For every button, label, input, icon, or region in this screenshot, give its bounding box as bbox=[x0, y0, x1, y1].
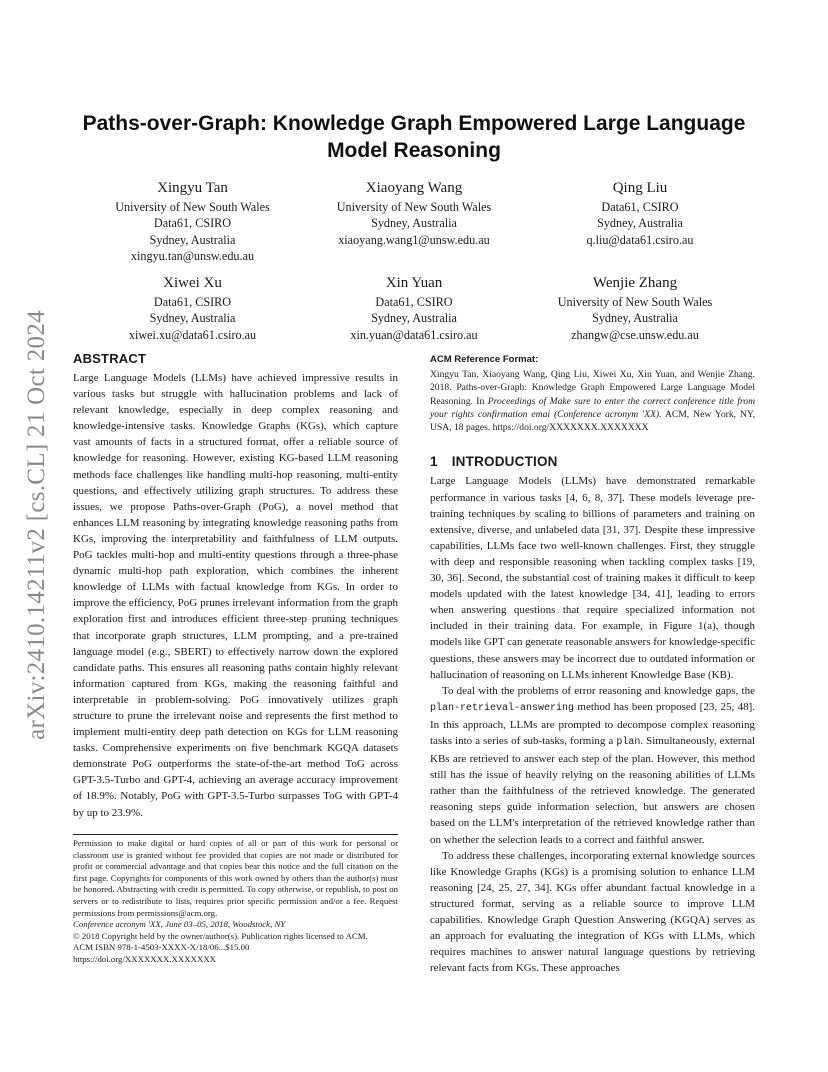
author-affiliation: University of New South Wales bbox=[115, 200, 270, 214]
acm-reference-venue: Proceedings of Make sure to enter the correct conference title from your rights confirmation emai (Conference acronym 'XX). bbox=[430, 395, 755, 420]
author-email[interactable]: q.liu@data61.csiro.au bbox=[586, 232, 694, 247]
section-title: INTRODUCTION bbox=[451, 454, 558, 470]
author-name: Xiwei Xu bbox=[163, 275, 222, 291]
author-location: Sydney, Australia bbox=[371, 311, 457, 326]
author-block-2 bbox=[320, 179, 508, 248]
author-email[interactable]: zhangw@cse.unsw.edu.au bbox=[571, 327, 699, 342]
copyright-footnote bbox=[73, 834, 398, 966]
author-block-4 bbox=[100, 274, 285, 343]
author-affiliation: University of New South Wales bbox=[336, 200, 492, 214]
intro-paragraph-1: Large Language Models (LLMs) have demonstrated remarkable performance in various tasks [4, 6, 8, 37]. These models leverage pre-training techniques by scaling to billions of parameters and training on extensive, diverse, and unlabeled data [31, 37]. Despite these impressive capabilities, LLMs face two well-known challenges. First, they struggle with deep and responsible reasoning when tackling complex tasks [19, 30, 36]. Second, the substantial cost of training makes it difficult to keep models updated with the latest knowledge [34, 41], leading to errors when answering questions that require specialized information not included in their training data. For example, in Figure 1(a), though models like GPT can generate reasonable answers for knowledge-specific questions, these answers may be incorrect due to outdated information or hallucination of reasoning on LLMs inherent Knowledge Base (KB). bbox=[430, 475, 755, 681]
conference-info: Conference acronym 'XX, June 03–05, 2018, Woodstock, NY bbox=[73, 919, 286, 930]
acm-reference-tail: ACM, New York, NY, USA, 18 pages. https://doi.org/XXXXXXX.XXXXXXX bbox=[430, 408, 755, 434]
author-affiliation: Data61, CSIRO bbox=[375, 295, 453, 309]
author-email[interactable]: xin.yuan@data61.csiro.au bbox=[350, 327, 478, 342]
paper-title: Paths-over-Graph: Knowledge Graph Empowered Large Language Model Reasoning bbox=[82, 112, 746, 162]
author-location: Sydney, Australia bbox=[592, 311, 678, 326]
author-location: Sydney, Australia bbox=[597, 216, 683, 231]
author-name: Wenjie Zhang bbox=[592, 275, 678, 291]
copyright-line: © 2018 Copyright held by the owner/author(s). Publication rights licensed to ACM. bbox=[73, 930, 368, 941]
inline-code-plan-retrieval-answering: plan-retrieval-answering bbox=[430, 702, 575, 714]
author-location: Sydney, Australia bbox=[149, 311, 236, 326]
author-affiliation: Data61, CSIRO bbox=[601, 200, 679, 214]
inline-code-plan: plan bbox=[616, 736, 641, 748]
abstract-heading: ABSTRACT bbox=[73, 351, 147, 366]
author-email[interactable]: xiwei.xu@data61.csiro.au bbox=[128, 327, 257, 342]
acm-reference-authors: Xingyu Tan, Xiaoyang Wang, Qing Liu, Xiwei Xu, Xin Yuan, and Wenjie Zhang. 2018. Paths-over-Graph: Knowledge Graph Empowered Large Language Model Reasoning. In bbox=[430, 369, 755, 407]
acm-reference-text bbox=[430, 368, 755, 434]
abstract-text: Large Language Models (LLMs) have achieved impressive results in various tasks but struggle with hallucination problems and lack of relevant knowledge, especially in deep complex reasoning and knowledge-intensive tasks. Knowledge Graphs (KGs), which capture vast amounts of facts in a structured format, offer a reliable source of knowledge for reasoning. However, existing KG-based LLM reasoning methods face challenges like handling multi-hop reasoning, multi-entity questions, and effectively utilizing graph structures. To address these issues, we propose Paths-over-Graph (PoG), a novel method that enhances LLM reasoning by integrating knowledge reasoning paths from KGs, improving the interpretability and faithfulness of LLM outputs. PoG tackles multi-hop and multi-entity questions through a three-phase dynamic multi-hop path exploration, which combines the inherent knowledge of LLMs with factual knowledge from KGs. In order to improve the efficiency, PoG prunes irrelevant information from the graph exploration first and introduces efficient three-step pruning techniques that incorporate graph structures, LLM prompting, and a pre-trained language model (e.g., SBERT) to effectively narrow down the explored candidate paths. This ensures all reasoning paths contain highly relevant information captured from KGs, making the reasoning faithful and interpretable in problem-solving. PoG innovatively utilizes graph structure to prune the irrelevant noise and represents the first method to implement multi-entity deep path detection on KGs for LLM reasoning tasks. Comprehensive experiments on five benchmark KGQA datasets demonstrate PoG outperforms the state-of-the-art method ToG across GPT-3.5-Turbo and GPT-4, achieving an average accuracy improvement of 18.9%. Notably, PoG with GPT-3.5-Turbo surpasses ToG with GPT-4 by up to 23.9%. bbox=[73, 372, 398, 819]
isbn-line: ACM ISBN 978-1-4503-XXXX-X/18/06...$15.00 bbox=[73, 942, 250, 953]
section-number: 1 bbox=[430, 454, 438, 470]
author-affiliation: University of New South Wales bbox=[557, 295, 713, 309]
left-column bbox=[73, 351, 398, 821]
author-block-6 bbox=[540, 274, 730, 343]
author-block-1 bbox=[100, 179, 285, 264]
author-name: Qing Liu bbox=[612, 180, 668, 196]
introduction-heading bbox=[430, 454, 755, 470]
author-name: Xiaoyang Wang bbox=[365, 180, 463, 196]
author-location: Sydney, Australia bbox=[149, 232, 236, 247]
intro-p2-part-c: . Simultaneously, external KBs are retrieved to answer each step of the plan. However, this method still has the issue of heavily relying on the reasoning abilities of LLMs rather than the faithfulness of the retrieved knowledge. The generated reasoning steps guide information selection, but answers are chosen based on the LLM's interpretation of the retrieved knowledge rather than on whether the selection leads to a correct and faithful answer. bbox=[430, 734, 756, 846]
intro-p2-part-b: method has been proposed [23, 25, 48]. In this approach, LLMs are prompted to decompose complex reasoning tasks into a series of sub-tasks, forming a bbox=[430, 700, 755, 747]
arxiv-stamp-text: arXiv:2410.14211v2 [cs.CL] 21 Oct 2024 bbox=[23, 310, 51, 740]
author-block-3 bbox=[550, 179, 730, 248]
arxiv-stamp bbox=[22, 290, 52, 760]
right-column bbox=[430, 353, 755, 976]
author-affiliation: Data61, CSIRO bbox=[153, 295, 232, 309]
intro-paragraph-3: To address these challenges, incorporating external knowledge sources like Knowledge Graphs (KGs) is a promising solution to enhance LLM reasoning [24, 25, 27, 34]. KGs offer abundant factual knowledge in a structured format, serving as a reliable source to improve LLM capabilities. Knowledge Graph Question Answering (KGQA) serves as an approach for evaluating the integration of KGs with LLMs, which requires machines to answer natural language questions by retrieving relevant facts from KGs. These approaches bbox=[430, 849, 755, 975]
author-name: Xin Yuan bbox=[385, 275, 443, 291]
author-email[interactable]: xingyu.tan@unsw.edu.au bbox=[130, 248, 255, 263]
intro-paragraph-2 bbox=[430, 683, 755, 848]
acm-reference-heading: ACM Reference Format: bbox=[430, 354, 539, 365]
author-block-5 bbox=[320, 274, 508, 343]
intro-p2-part-a: To deal with the problems of error reasoning and knowledge gaps, the bbox=[442, 684, 755, 697]
author-email[interactable]: xiaoyang.wang1@unsw.edu.au bbox=[338, 232, 490, 247]
author-location: Sydney, Australia bbox=[371, 216, 457, 231]
doi-link[interactable]: https://doi.org/XXXXXXX.XXXXXXX bbox=[73, 953, 217, 964]
author-affiliation: Data61, CSIRO bbox=[153, 216, 232, 231]
author-name: Xingyu Tan bbox=[157, 180, 228, 196]
permission-notice: Permission to make digital or hard copies of all or part of this work for personal or classroom use is granted without fee provided that copies are not made or distributed for profit or commercial advantage and that copies bear this notice and the full citation on the first page. Copyrights for components of this work owned by others than the author(s) must be honored. Abstracting with credit is permitted. To copy otherwise, or republish, to post on servers or to redistribute to lists, requires prior specific permission and/or a fee. Request permissions from permissions@acm.org. bbox=[73, 838, 398, 918]
